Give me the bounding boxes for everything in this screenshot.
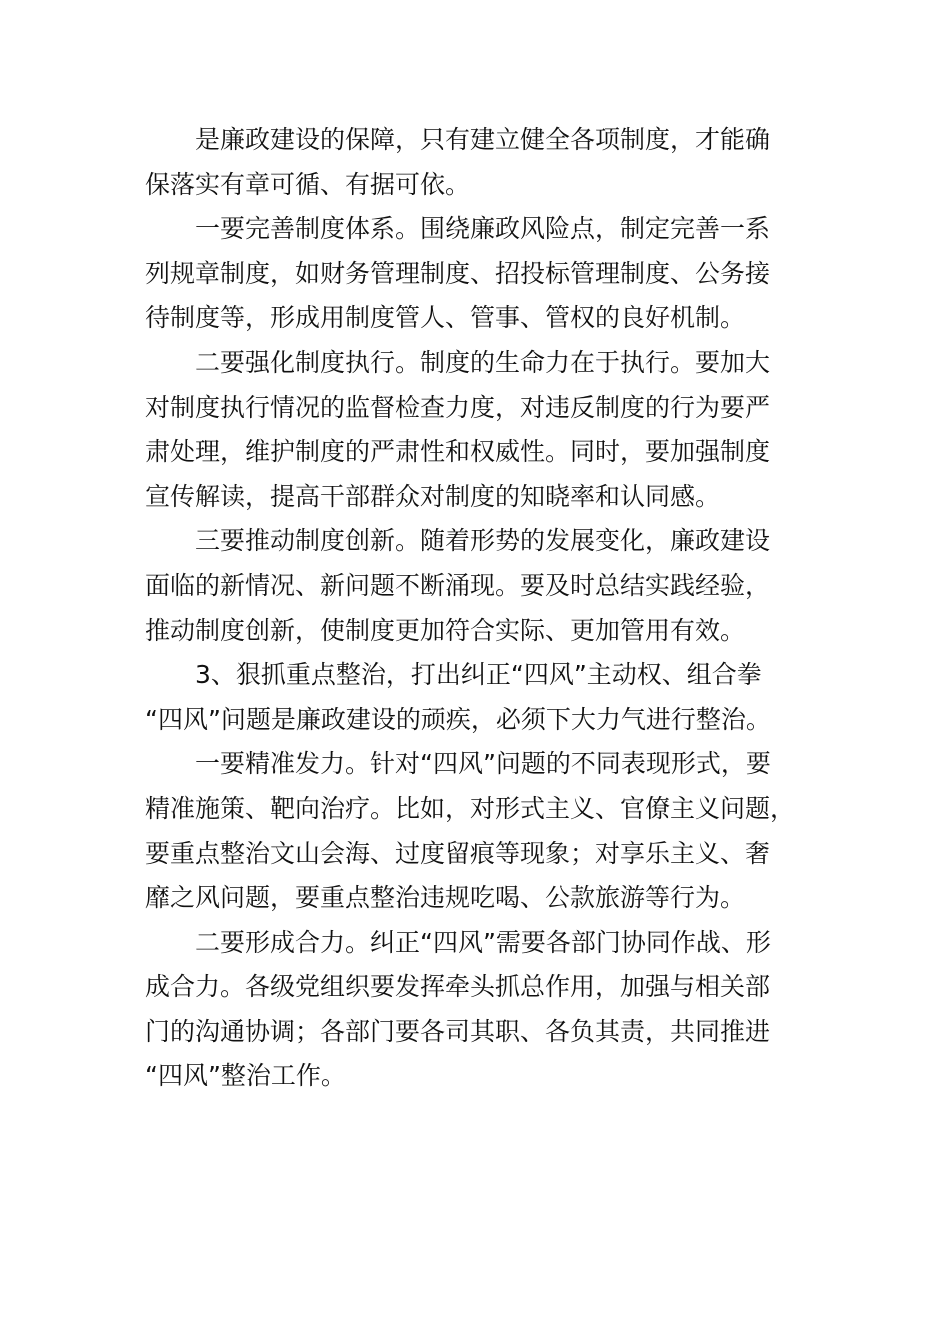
text-line: 列规章制度，如财务管理制度、招投标管理制度、公务接 xyxy=(145,258,771,288)
text-line: 推动制度创新，使制度更加符合实际、更加管用有效。 xyxy=(145,615,746,645)
text-line: 一要完善制度体系。围绕廉政风险点，制定完善一系 xyxy=(195,214,771,244)
text-line: 宣传解读，提高干部群众对制度的知晓率和认同感。 xyxy=(145,481,721,511)
text-line: 面临的新情况、新问题不断涌现。要及时总结实践经验， xyxy=(145,570,771,600)
document-body xyxy=(145,118,810,1099)
text-line: 保落实有章可循、有据可依。 xyxy=(145,169,471,199)
text-line: 二要强化制度执行。制度的生命力在于执行。要加大 xyxy=(195,347,771,377)
text-line: 要重点整治文山会海、过度留痕等现象；对享乐主义、奢 xyxy=(145,838,771,868)
text-line: 是廉政建设的保障，只有建立健全各项制度，才能确 xyxy=(195,125,771,154)
text-line: 靡之风问题，要重点整治违规吃喝、公款旅游等行为。 xyxy=(145,883,746,913)
text-line: 待制度等，形成用制度管人、管事、管权的良好机制。 xyxy=(145,303,746,333)
text-line: “四风”问题是廉政建设的顽疾，必须下大力气进行整治。 xyxy=(145,704,771,734)
text-line: 精准施策、靶向治疗。比如，对形式主义、官僚主义问题， xyxy=(145,793,796,823)
text-line: 三要推动制度创新。随着形势的发展变化，廉政建设 xyxy=(195,526,771,556)
text-line: 二要形成合力。纠正“四风”需要各部门协同作战、形 xyxy=(195,927,771,957)
text-line: 肃处理，维护制度的严肃性和权威性。同时，要加强制度 xyxy=(145,437,771,467)
text-line: 一要精准发力。针对“四风”问题的不同表现形式，要 xyxy=(195,749,771,779)
section-heading: 3、狠抓重点整治，打出纠正“四风”主动权、组合拳 xyxy=(195,660,762,690)
text-line: 成合力。各级党组织要发挥牵头抓总作用，加强与相关部 xyxy=(145,972,771,1002)
text-line: 对制度执行情况的监督检查力度，对违反制度的行为要严 xyxy=(145,392,771,422)
text-line: “四风”整治工作。 xyxy=(145,1061,346,1091)
text-line: 门的沟通协调；各部门要各司其职、各负其责，共同推进 xyxy=(145,1016,771,1046)
